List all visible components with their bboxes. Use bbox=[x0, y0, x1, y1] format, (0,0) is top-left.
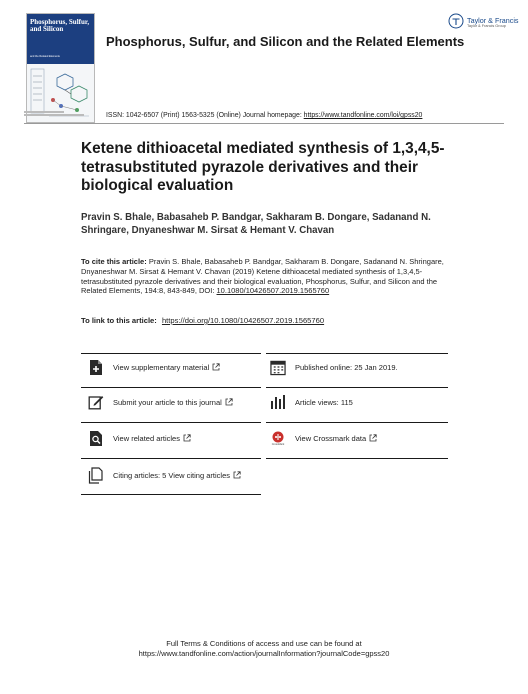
publisher-logo-icon bbox=[448, 13, 464, 29]
published-date bbox=[270, 357, 398, 377]
external-link-icon bbox=[369, 434, 377, 442]
link-label: To link to this article: bbox=[81, 316, 157, 325]
grid-divider bbox=[266, 353, 448, 354]
submit-article-link[interactable] bbox=[88, 392, 233, 412]
supplementary-label: View supplementary material bbox=[113, 362, 210, 372]
citation-block bbox=[81, 257, 461, 296]
grid-divider bbox=[266, 458, 448, 459]
cite-doi-link[interactable]: 10.1080/10426507.2019.1565760 bbox=[216, 286, 330, 296]
journal-cover-thumbnail bbox=[26, 13, 95, 123]
issn-text: ISSN: 1042-6507 (Print) 1563-5325 (Online) Journal homepage: bbox=[106, 112, 302, 119]
grid-divider bbox=[81, 353, 261, 354]
publisher-tagline: Taylor & Francis Group bbox=[467, 24, 506, 28]
footer-terms-link[interactable]: https://www.tandfonline.com/action/journalInformation?journalCode=gpss20 bbox=[138, 649, 390, 658]
published-label: Published online: 25 Jan 2019. bbox=[295, 362, 398, 372]
crossmark-icon bbox=[270, 429, 286, 447]
cover-title: Phosphorus, Sulfur, and Silicon bbox=[30, 18, 90, 33]
citing-label: Citing articles: 5 View citing articles bbox=[113, 470, 230, 480]
document-plus-icon bbox=[88, 358, 104, 376]
related-label: View related articles bbox=[113, 433, 180, 443]
calendar-icon bbox=[270, 358, 286, 376]
citing-articles-link[interactable] bbox=[88, 465, 241, 485]
publisher-name: Taylor & Francis bbox=[467, 16, 519, 25]
search-document-icon bbox=[88, 429, 104, 447]
edit-pencil-icon bbox=[88, 393, 104, 411]
bar-chart-icon bbox=[270, 393, 286, 411]
related-articles-link[interactable] bbox=[88, 428, 191, 448]
cite-label: To cite this article: bbox=[81, 257, 147, 266]
external-link-icon bbox=[183, 434, 191, 442]
cite-text: Pravin S. Bhale, Babasaheb P. Bandgar, Sakharam B. Dongare, Sadanand N. Shringare, Dnyaneshwar M. Sirsat & Hemant V. Chavan (2019) Ketene dithioacetal mediated synthesis of 1,3,4,5-tetrasubstituted pyrazole derivatives and their biological evaluation, Phosphorus, Sulfur, and Silicon and the Related Elements, 194:8, 843-849, DOI: bbox=[81, 257, 444, 296]
footer-line-1: Full Terms & Conditions of access and use can be found at bbox=[166, 639, 362, 648]
supplementary-material-link[interactable] bbox=[88, 357, 220, 377]
external-link-icon bbox=[212, 363, 220, 371]
submit-label: Submit your article to this journal bbox=[113, 397, 222, 407]
stacked-documents-icon bbox=[88, 466, 104, 484]
link-to-article bbox=[81, 316, 481, 325]
cover-meta-print bbox=[24, 111, 96, 116]
journal-title: Phosphorus, Sulfur, and Silicon and the Related Elements bbox=[106, 34, 465, 49]
issn-line bbox=[106, 112, 526, 119]
cover-subtitle: and the Related Elements bbox=[30, 55, 60, 58]
header-divider bbox=[24, 123, 504, 124]
crossmark-label: View Crossmark data bbox=[295, 433, 367, 443]
external-link-icon bbox=[233, 471, 241, 479]
crossmark-badge-label: CrossMark bbox=[271, 442, 285, 446]
grid-divider bbox=[266, 422, 448, 423]
journal-homepage-link[interactable]: https://www.tandfonline.com/loi/gpss20 bbox=[303, 112, 423, 119]
article-title: Ketene dithioacetal mediated synthesis of 1,3,4,5-tetrasubstituted pyrazole derivatives and their biological evaluation bbox=[81, 140, 445, 194]
grid-divider bbox=[81, 458, 261, 459]
views-label: Article views: 115 bbox=[295, 397, 353, 407]
article-views bbox=[270, 392, 353, 412]
terms-footer bbox=[100, 639, 428, 659]
article-authors: Pravin S. Bhale, Babasaheb P. Bandgar, Sakharam B. Dongare, Sadanand N. Shringare, Dnyaneshwar M. Sirsat & Hemant V. Chavan bbox=[81, 212, 431, 236]
article-doi-link[interactable]: https://doi.org/10.1080/10426507.2019.1565760 bbox=[161, 316, 325, 325]
grid-divider bbox=[81, 387, 261, 388]
grid-divider bbox=[81, 494, 261, 495]
external-link-icon bbox=[225, 398, 233, 406]
grid-divider bbox=[81, 422, 261, 423]
grid-divider bbox=[266, 387, 448, 388]
crossmark-link[interactable] bbox=[270, 428, 377, 448]
